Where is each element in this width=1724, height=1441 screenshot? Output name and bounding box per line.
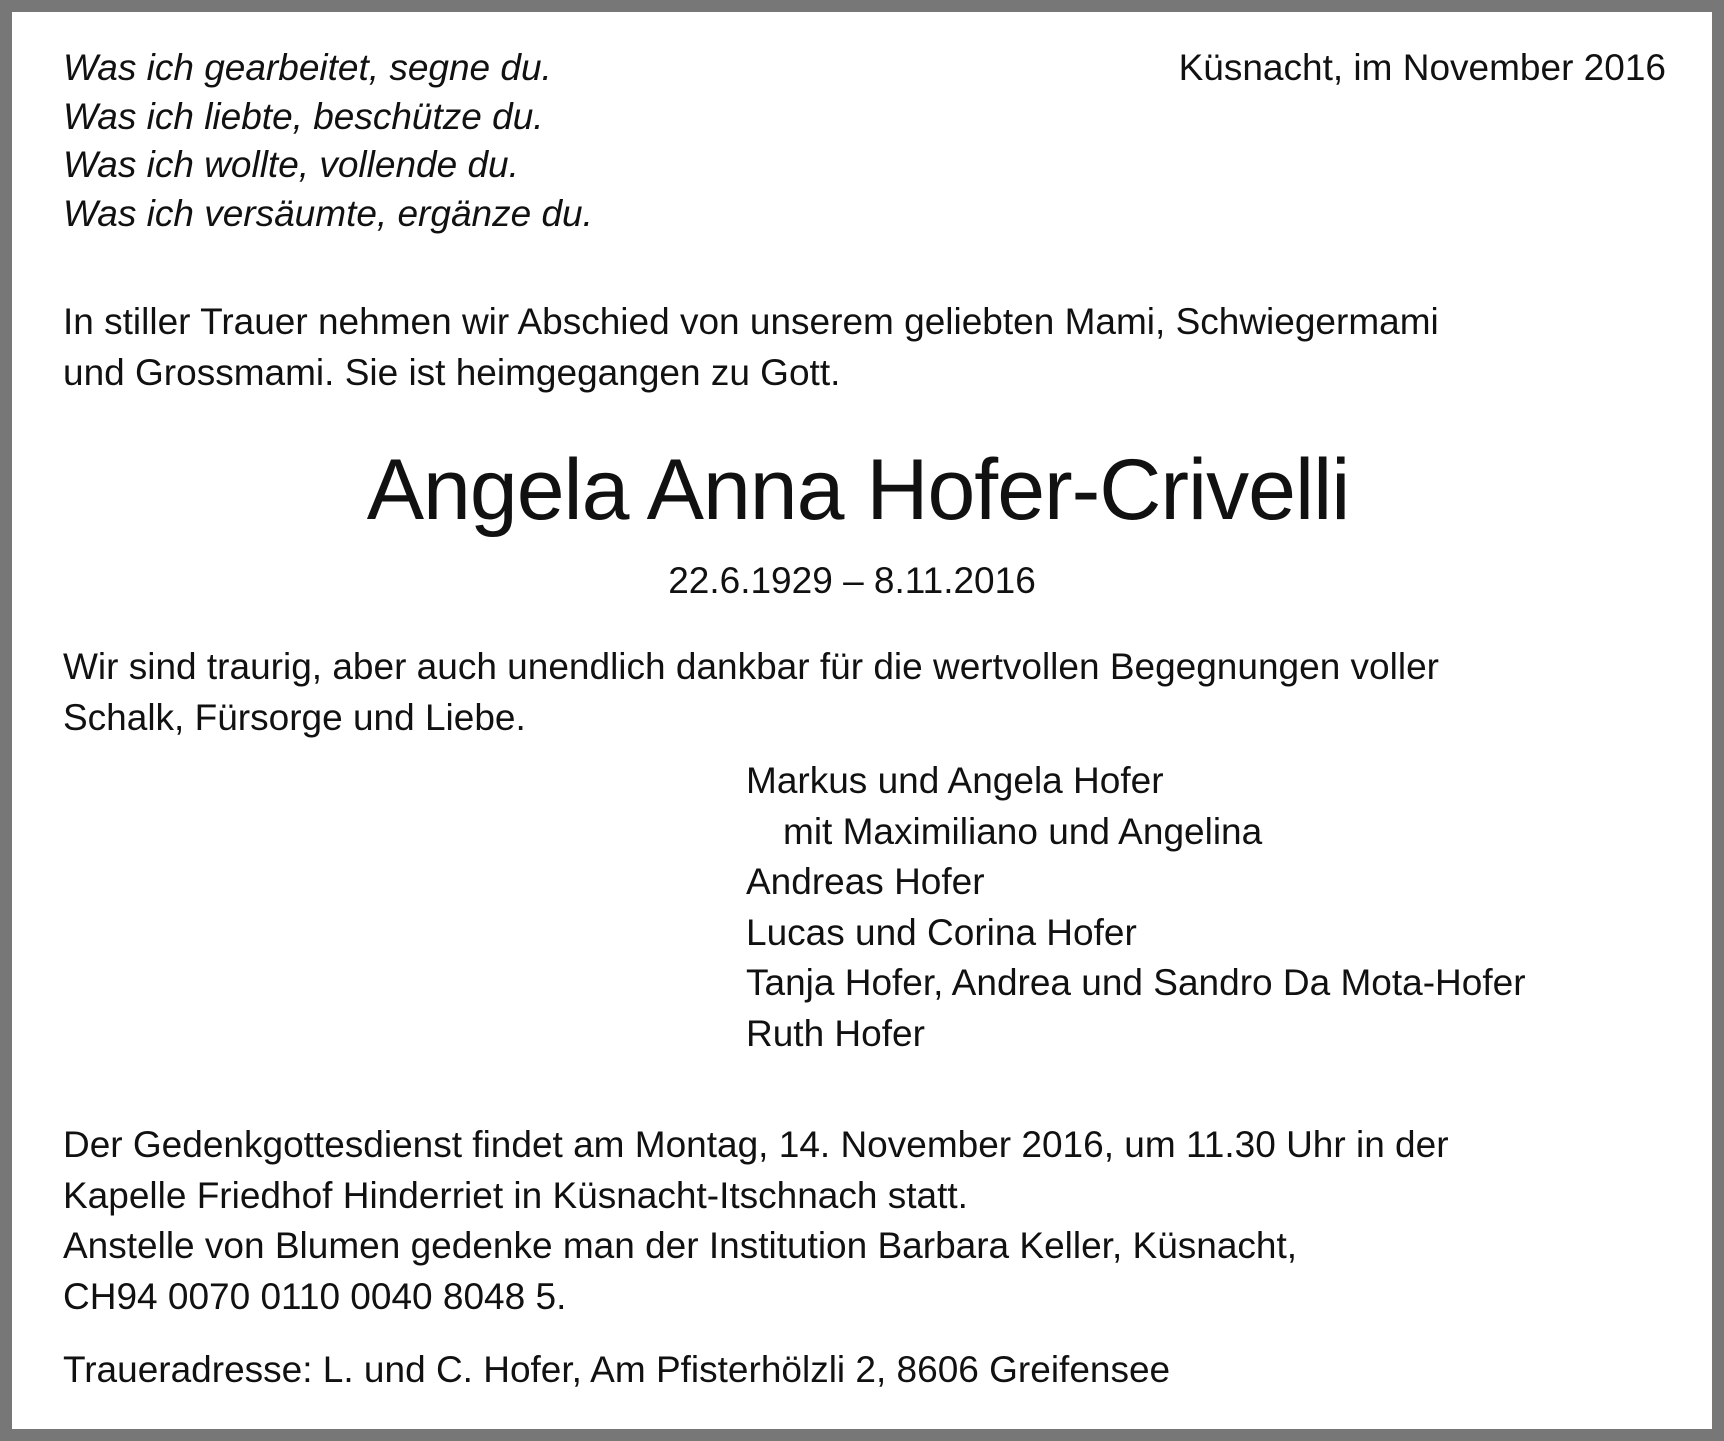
family-list	[746, 756, 1526, 1059]
family-member: Ruth Hofer	[746, 1012, 925, 1054]
place-date: Küsnacht, im November 2016	[1178, 47, 1666, 88]
family-member: Tanja Hofer, Andrea und Sandro Da Mota-Hofer	[746, 962, 1526, 1003]
motto-line: Was ich versäumte, ergänze du.	[63, 192, 593, 234]
motto-verse	[63, 44, 593, 238]
gratitude-paragraph	[63, 642, 1439, 743]
service-line: CH94 0070 0110 0040 8048 5.	[63, 1275, 567, 1317]
family-member: Andreas Hofer	[746, 861, 985, 902]
obituary-notice	[12, 12, 1712, 1429]
family-member: mit Maximiliano und Angelina	[783, 810, 1263, 852]
service-paragraph	[63, 1120, 1449, 1322]
mourning-address: Traueradresse: L. und C. Hofer, Am Pfisterhölzli 2, 8606 Greifensee	[63, 1349, 1171, 1390]
intro-line: In stiller Trauer nehmen wir Abschied von unserem geliebten Mami, Schwiegermami	[63, 301, 1439, 342]
deceased-name: Angela Anna Hofer-Crivelli	[366, 442, 1350, 538]
service-line: Der Gedenkgottesdienst findet am Montag, 14. November 2016, um 11.30 Uhr in der	[63, 1124, 1449, 1165]
gratitude-line: Wir sind traurig, aber auch unendlich dankbar für die wertvollen Begegnungen voller	[63, 646, 1439, 687]
service-line: Kapelle Friedhof Hinderriet in Küsnacht-Itschnach statt.	[63, 1174, 968, 1216]
life-dates: 22.6.1929 – 8.11.2016	[668, 560, 1036, 601]
service-line: Anstelle von Blumen gedenke man der Institution Barbara Keller, Küsnacht,	[63, 1225, 1298, 1266]
family-member: Lucas und Corina Hofer	[746, 911, 1137, 953]
family-member: Markus und Angela Hofer	[746, 760, 1164, 801]
motto-line: Was ich gearbeitet, segne du.	[63, 47, 552, 88]
intro-line: und Grossmami. Sie ist heimgegangen zu Gott.	[63, 351, 841, 393]
intro-paragraph	[63, 297, 1439, 398]
gratitude-line: Schalk, Fürsorge und Liebe.	[63, 696, 526, 738]
motto-line: Was ich liebte, beschütze du.	[63, 95, 544, 137]
motto-line: Was ich wollte, vollende du.	[63, 144, 519, 185]
